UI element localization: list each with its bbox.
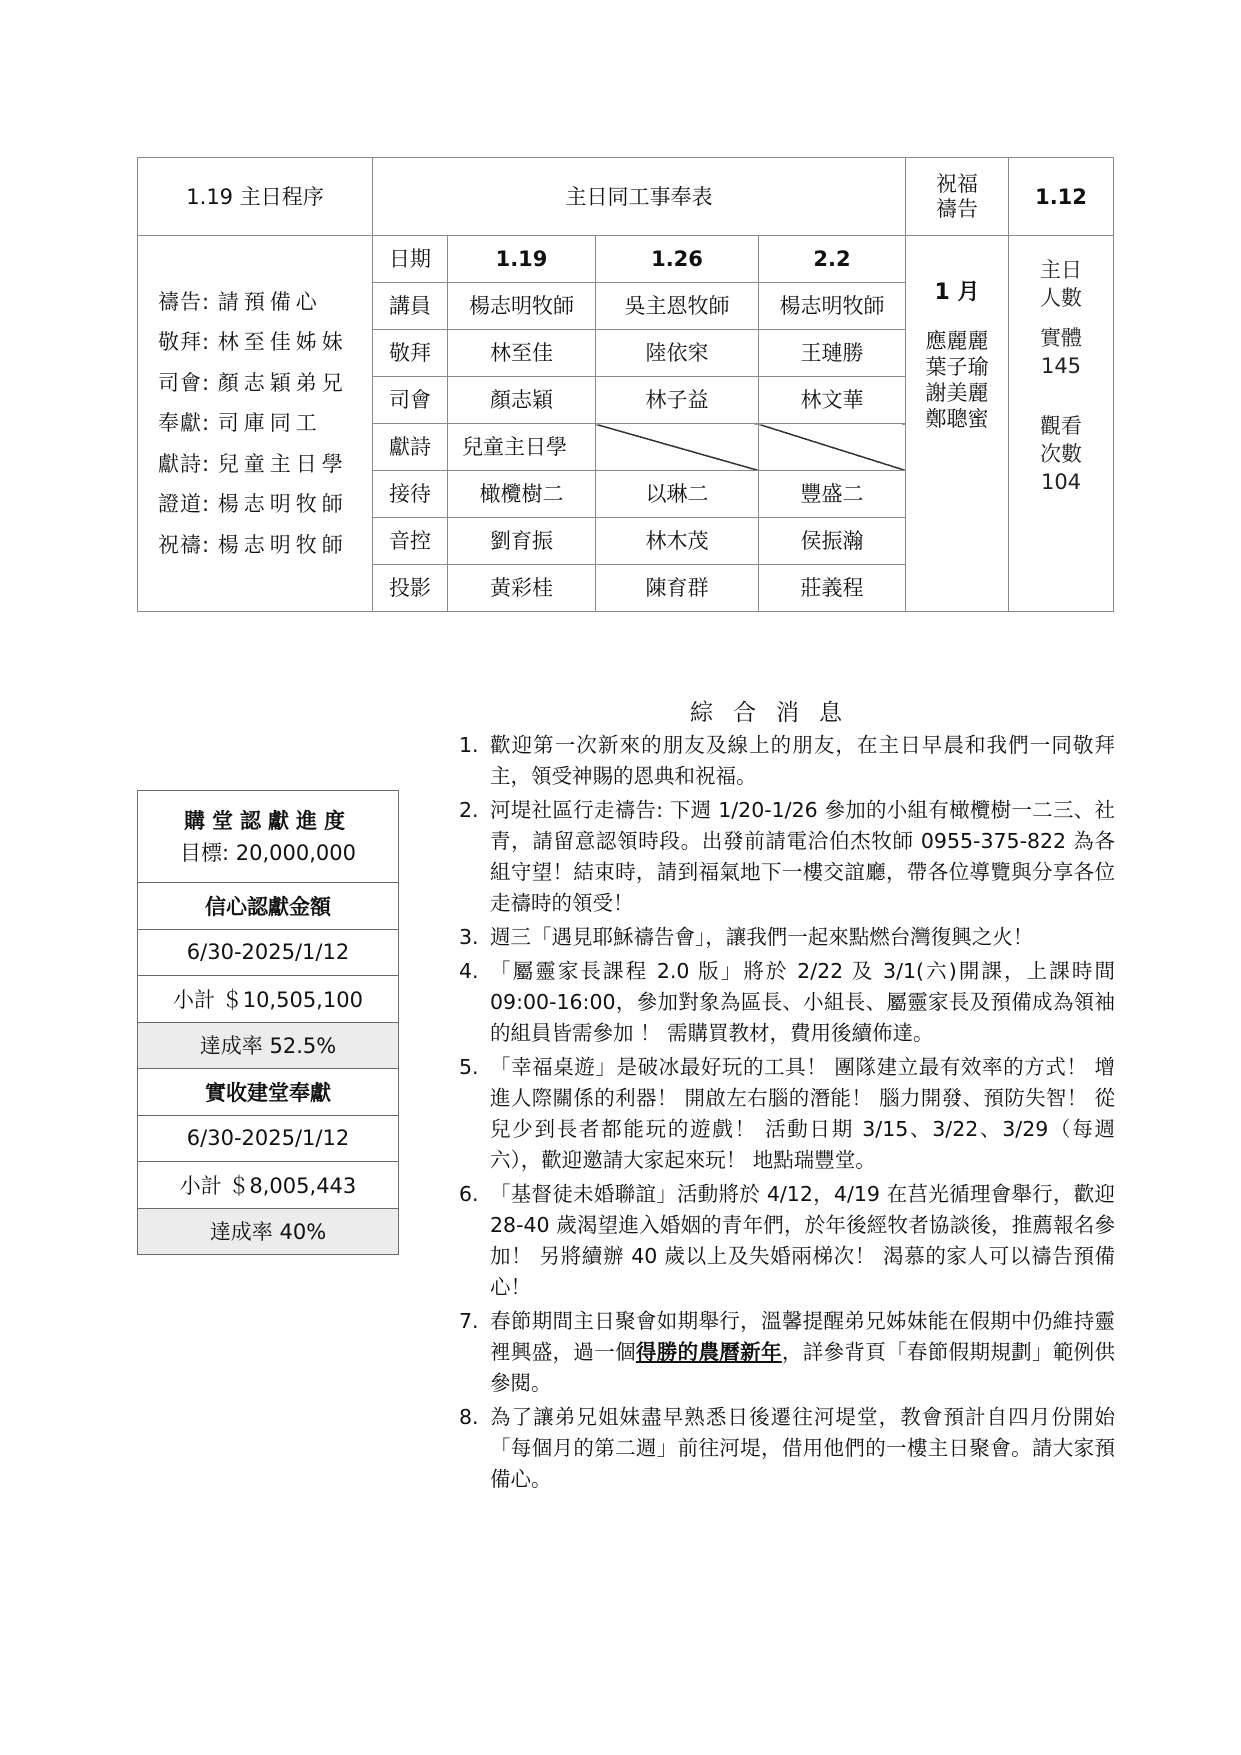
schedule-title: 主日同工事奉表	[373, 158, 906, 236]
table-cell: 林子益	[596, 377, 759, 424]
order-item: 禱告: 請預備心	[158, 289, 322, 314]
role-label: 接待	[373, 471, 448, 518]
empty-slash-cell	[759, 424, 906, 471]
date-header: 1.26	[596, 236, 759, 283]
order-item: 司會: 顏志穎弟兄	[158, 370, 348, 395]
table-cell: 楊志明牧師	[448, 283, 596, 330]
role-label: 投影	[373, 565, 448, 612]
order-item: 敬拜: 林至佳姊妹	[158, 330, 348, 355]
table-cell: 以琳二	[596, 471, 759, 518]
role-label: 司會	[373, 377, 448, 424]
actual-offering-title: 實收建堂奉獻	[138, 1069, 399, 1116]
table-cell: 黃彩桂	[448, 565, 596, 612]
blessing-name: 謝美麗	[925, 381, 989, 405]
order-item: 獻詩: 兒童主日學	[158, 451, 348, 476]
blessing-name: 葉子瑜	[925, 355, 989, 379]
physical-value: 145	[1040, 354, 1082, 378]
actual-offering-subtotal: 小計 ＄8,005,443	[138, 1162, 399, 1209]
attendance-counts: 主日 人數 實體 145 觀看 次數 104	[1009, 236, 1114, 612]
news-item: 5. 「幸福桌遊」是破冰最好玩的工具！ 團隊建立最有效率的方式！ 增進人際關係的利器！ 開啟左右腦的潛能！ 腦力開發、預防失智！ 從兒少到長者都能玩的遊戲！ 活動日期 3/15、3/22、3/29（每週六），歡迎邀請大家起來玩！ 地點瑞豐堂。	[459, 1055, 1115, 1172]
attendance-date: 1.12	[1009, 158, 1114, 236]
date-header: 1.19	[448, 236, 596, 283]
table-cell: 陸依穼	[596, 330, 759, 377]
role-label: 音控	[373, 518, 448, 565]
news-item: 4. 「屬靈家長課程 2.0 版」將於 2/22 及 3/1(六)開課，上課時間 09:00-16:00，參加對象為區長、小組長、屬靈家長及預備成為領袖的組員皆需參加 ！ 需購買教材，費用後續佈達。	[459, 959, 1115, 1045]
blessing-list	[906, 236, 1009, 612]
role-label: 敬拜	[373, 330, 448, 377]
blessing-name: 應麗麗	[925, 329, 989, 353]
service-schedule-table	[137, 157, 1114, 612]
table-cell: 吳主恩牧師	[596, 283, 759, 330]
news-item: 8. 為了讓弟兄姐妹盡早熟悉日後遷往河堤堂，教會預計自四月份開始「每個月的第二週」前往河堤，借用他們的一樓主日聚會。請大家預備心。	[459, 1405, 1115, 1491]
faith-pledge-title: 信心認獻金額	[138, 883, 399, 930]
order-item: 祝禱: 楊志明牧師	[158, 532, 348, 557]
order-title: 1.19 主日程序	[138, 158, 373, 236]
news-item: 1. 歡迎第一次新來的朋友及線上的朋友，在主日早晨和我們一同敬拜主，領受神賜的恩典和祝福。	[459, 733, 1115, 788]
donation-goal: 目標: 20,000,000	[180, 840, 356, 865]
date-header: 2.2	[759, 236, 906, 283]
faith-pledge-subtotal: 小計 ＄10,505,100	[138, 976, 399, 1023]
news-title: 綜合消息	[690, 700, 862, 726]
table-cell: 陳育群	[596, 565, 759, 612]
order-item: 奉獻: 司庫同工	[158, 411, 322, 436]
table-cell: 劉育振	[448, 518, 596, 565]
role-label: 獻詩	[373, 424, 448, 471]
table-cell: 林木茂	[596, 518, 759, 565]
table-cell: 顏志穎	[448, 377, 596, 424]
service-order-list	[138, 236, 373, 612]
table-cell: 豐盛二	[759, 471, 906, 518]
blessing-month: 1 月	[934, 280, 980, 305]
table-cell: 王璉勝	[759, 330, 906, 377]
news-item: 6. 「基督徒未婚聯誼」活動將於 4/12，4/19 在莒光循理會舉行，歡迎 28-40 歲渴望進入婚姻的青年們，於年後經牧者協談後，推薦報名參加！ 另將續辦 40 歲以上及失婚兩梯次！ 渴慕的家人可以禱告預備心！	[459, 1182, 1115, 1299]
empty-slash-cell	[596, 424, 759, 471]
news-item: 2. 河堤社區行走禱告: 下週 1/20-1/26 參加的小組有橄欖樹一二三、社青，請留意認領時段。出發前請電洽伯杰牧師 0955-375-822 為各組守望！結束時，請到福氣地下一樓交誼廳，帶各位導覽與分享各位走禱時的領受！	[459, 798, 1115, 915]
news-list	[455, 730, 1115, 1498]
donation-header	[138, 791, 399, 883]
table-cell: 莊義程	[759, 565, 906, 612]
underlined-phrase: 得勝的農曆新年	[635, 1340, 782, 1364]
donation-title: 購堂認獻進度	[184, 808, 352, 833]
news-item: 7. 春節期間主日聚會如期舉行，溫馨提醒弟兄姊妹能在假期中仍維持靈裡興盛，過一個得勝的農曆新年，詳參背頁「春節假期規劃」範例供參閱。	[459, 1309, 1116, 1395]
blessing-title: 祝福 禱告	[906, 158, 1009, 236]
table-cell: 橄欖樹二	[448, 471, 596, 518]
table-cell: 侯振瀚	[759, 518, 906, 565]
order-item: 證道: 楊志明牧師	[158, 492, 348, 517]
role-label: 講員	[373, 283, 448, 330]
faith-pledge-rate: 達成率 52.5%	[138, 1022, 399, 1069]
actual-offering-rate: 達成率 40%	[138, 1208, 399, 1255]
table-cell: 林文華	[759, 377, 906, 424]
table-cell: 林至佳	[448, 330, 596, 377]
date-label: 日期	[373, 236, 448, 283]
table-cell: 楊志明牧師	[759, 283, 906, 330]
view-value: 104	[1040, 470, 1082, 494]
news-item: 3. 週三「遇見耶穌禱告會」，讓我們一起來點燃台灣復興之火！	[459, 925, 1034, 949]
actual-offering-period: 6/30-2025/1/12	[138, 1115, 399, 1162]
table-cell: 兒童主日學	[448, 424, 596, 471]
blessing-name: 鄭聰蜜	[925, 407, 989, 431]
faith-pledge-period: 6/30-2025/1/12	[138, 929, 399, 976]
donation-progress-box	[137, 790, 399, 1255]
physical-label: 實體	[1040, 326, 1082, 350]
